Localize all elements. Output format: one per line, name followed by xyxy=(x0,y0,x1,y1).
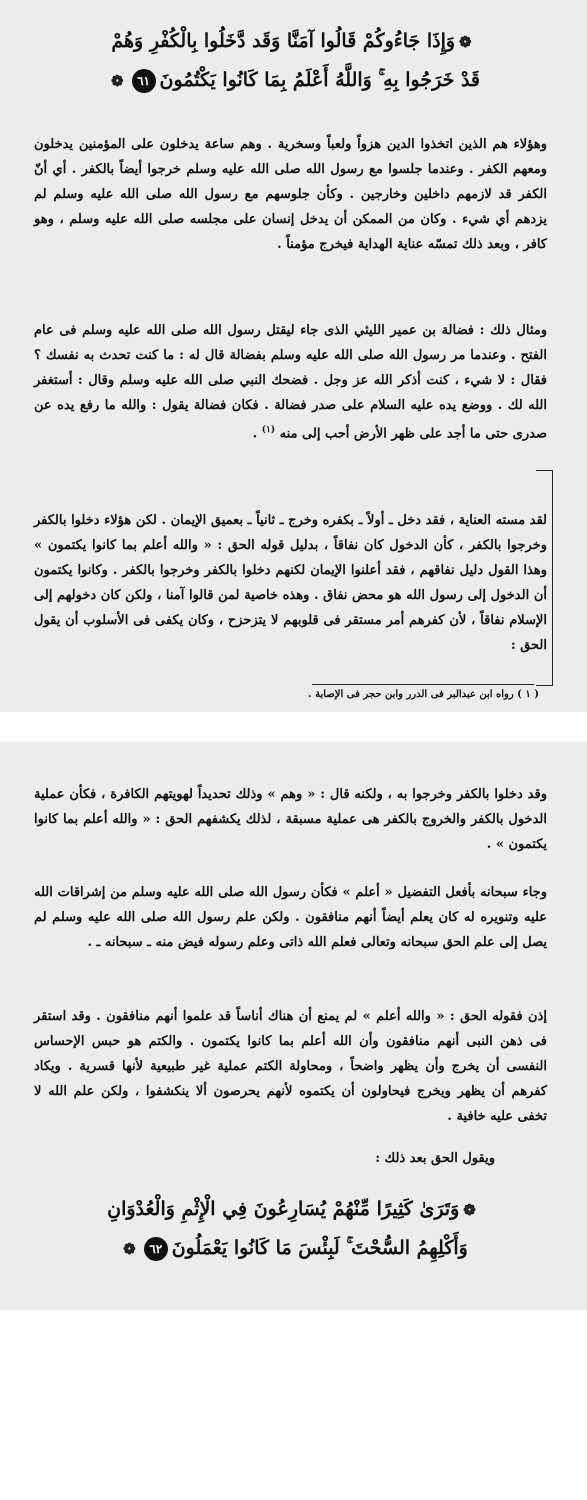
footnote-reference: (١) xyxy=(261,425,276,435)
paragraph-concealment: إذن فقوله الحق : « والله أعلم » لم يمنع أن هناك أناساً قد علموا أنهم منافقون . وقد استقر فى ذهن النبى أنهم منافقون وأن الله أعلم بما كانوا يكتمون . والكتم هو حبس الإحساس النفسى أن يخرج وأن يظهر واضحاً ، ومحاولة الكتم عملية غير طبيعية لأنها قسرية . ويكاد كفرهم أن يظهر ويخرج فيحاولون أن يكتموه لأنهم يحرصون ألا ينكشفوا ، ولكن علم الله لا تخفى عليه خافية . xyxy=(34,1009,547,1124)
footnote-divider xyxy=(312,684,534,685)
verse-61-line-1: ❁وَإِذَا جَاءُوكُمْ قَالُوا آمَنَّا وَقَد دَّخَلُوا بِالْكُفْرِ وَهُمْ xyxy=(60,22,527,61)
ornament-icon: ❁ xyxy=(123,1240,136,1258)
ornament-icon: ❁ xyxy=(459,33,472,51)
ornament-icon: ❁ xyxy=(463,1201,476,1219)
paragraph-grace-touched: لقد مسته العناية ، فقد دخل ـ أولاً ـ بكفره وخرج ـ ثانياً ـ بعميق الإيمان . لكن هؤلاء دخلوا بالكفر وخرجوا بالكفر ، كأن الدخول كان نفاقاً ، بدليل قوله الحق : « والله أعلم بما كانوا يكتمون » وهذا القول دليل نفاقهم ، فقد أعلنوا الإيمان لكنهم دخلوا بالكفر وخرجوا بالكفر . وكانوا يكتمون أن الدخول إلى رسول الله هو محض نفاق . وهذه خاصية لمن قالوا آمنا ، ولكن كان دخولهم إلى الإسلام نفاقاً ، لأن كفرهم أمر مستقر فى قلوبهم لا يتزحزح ، وكان يكفى فى الأسلوب أن يقول الحق : xyxy=(34,513,547,653)
paragraph-fadala-story: ومثال ذلك : فضالة بن عمير الليثي الذى جاء ليقتل رسول الله صلى الله عليه وسلم فى عام الفتح . وعندما مر رسول الله صلى الله عليه وسلم بفضالة قال له : ما كنت تحدث به نفسك ؟ فقال : لا شيء ، كنت أذكر الله عز وجل . فضحك النبي صلى الله عليه وسلم وقال : أستغفر الله لك . ووضع يده عليه السلام على صدر فضالة . فكان فضالة يقول : والله ما رفع يده عن صدرى حتى ما أجد على ظهر الأرض أحب إلى منه $^{(١)}$ . xyxy=(34,323,547,442)
footnote-bracket xyxy=(536,470,553,686)
verse-61-block xyxy=(60,22,527,100)
footnote-text: ( ١ ) رواه ابن عبدالبر فى الدرر وابن حجر فى الإصابة . xyxy=(308,689,539,700)
verse-61-line-2: قَدْ خَرَجُوا بِهِ ۚ وَاللَّهُ أَعْلَمُ بِمَا كَانُوا يَكْتُمُونَ٦١❁ xyxy=(60,61,527,100)
page-one xyxy=(0,0,587,712)
ayah-number-badge: ٦١ xyxy=(132,69,156,93)
verse-62-line-1: ❁وَتَرَىٰ كَثِيرًا مِّنْهُمْ يُسَارِعُونَ فِي الْإِثْمِ وَالْعُدْوَانِ xyxy=(60,1190,527,1229)
verse-62-block xyxy=(60,1190,527,1268)
paragraph-entered-with-disbelief: وقد دخلوا بالكفر وخرجوا به ، ولكنه قال : « وهم » وذلك تحديداً لهويتهم الكافرة ، فكأن عملية الدخول بالكفر والخروج بالكفر هى عملية مسبقة ، لذلك يكشفهم الحق : « والله أعلم بما كانوا يكتمون » . xyxy=(34,787,547,852)
paragraph-superlative-knowledge: وجاء سبحانه بأفعل التفضيل « أعلم » فكأن رسول الله صلى الله عليه وسلم من إشراقات الله عليه وتنويره له كان يعلم أيضاً أنهم منافقون . ولكن علم رسول الله صلى الله عليه وسلم لم يصل إلى علم الحق سبحانه وتعالى فعلم الله ذاتى وعلم رسوله فيض منه ـ سبحانه ـ . xyxy=(34,885,547,950)
paragraph-transition: ويقول الحق بعد ذلك : xyxy=(375,1151,495,1166)
ayah-number-badge: ٦٢ xyxy=(144,1237,168,1261)
verse-62-line-2: وَأَكْلِهِمُ السُّحْتَ ۚ لَبِئْسَ مَا كَانُوا يَعْمَلُونَ٦٢❁ xyxy=(60,1229,527,1268)
paragraph-hypocrites-entry: وهؤلاء هم الذين اتخذوا الدين هزواً ولعباً وسخرية . وهم ساعة يدخلون على المؤمنين يدخلون ومعهم الكفر . وعندما جلسوا مع رسول الله صلى الله عليه وسلم خرجوا أيضاً بالكفر . أي أنّ الكفر قد لازمهم داخلين وخارجين . وكأن جلوسهم مع رسول الله صلى الله عليه وسلم لم يزدهم أي شيء . وكان من الممكن أن يدخل إنسان على مجلسه صلى الله عليه وسلم ، وهو كافر ، وبعد ذلك تمسّه عناية الهداية فيخرج مؤمناً . xyxy=(34,137,547,252)
ornament-icon: ❁ xyxy=(110,72,124,90)
page-two xyxy=(0,742,587,1310)
